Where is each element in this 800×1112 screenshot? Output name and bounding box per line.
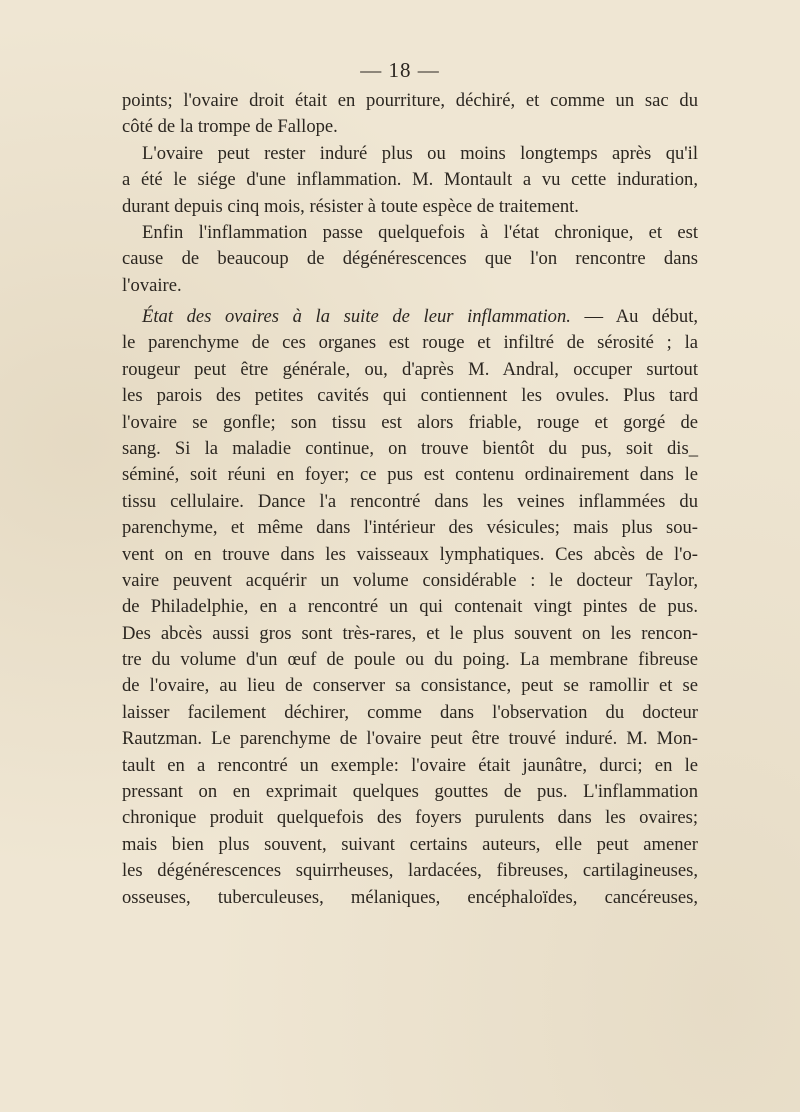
paragraph-group-ovary-induration (122, 88, 698, 299)
text-line: pressant on en exprimait quelques gouttes de pus. L'inflammation (122, 781, 698, 803)
text-line: laisser facilement déchirer, comme dans l'observation du docteur (122, 701, 698, 723)
text-line: points; l'ovaire droit était en pourriture, déchiré, et comme un sac du (122, 90, 698, 111)
text-line: a été le siége d'une inflammation. M. Montault a vu cette induration, (122, 169, 698, 191)
text-line: les parois des petites cavités qui contiennent les ovules. Plus tard (122, 385, 698, 407)
text-line: séminé, soit réuni en foyer; ce pus est contenu ordinairement dans le (122, 464, 698, 486)
text-line: mais bien plus souvent, suivant certains auteurs, elle peut amener (122, 833, 698, 855)
text-line: parenchyme, et même dans l'intérieur des vésicules; mais plus sou- (122, 517, 698, 539)
text-line: Rautzman. Le parenchyme de l'ovaire peut être trouvé induré. M. Mon- (122, 728, 698, 750)
text-line: L'ovaire peut rester induré plus ou moins longtemps après qu'il (142, 142, 698, 164)
text-line: sang. Si la maladie continue, on trouve bientôt du pus, soit dis_ (122, 437, 698, 459)
text-line: vent on en trouve dans les vaisseaux lymphatiques. Ces abcès de l'o- (122, 543, 698, 565)
paragraph-ovary-state (122, 304, 698, 911)
text-line: rougeur peut être générale, ou, d'après M. Andral, occuper surtout (122, 358, 698, 380)
text-line: osseuses, tuberculeuses, mélaniques, encéphaloïdes, cancéreuses, (122, 886, 698, 908)
section-heading: État des ovaires à la suite de leur inflammation. (142, 306, 571, 327)
text-line: chronique produit quelquefois des foyers purulents dans les ovaires; (122, 807, 698, 829)
text-line: Enfin l'inflammation passe quelquefois à l'état chronique, et est (142, 221, 698, 243)
text-line: le parenchyme de ces organes est rouge et infiltré de sérosité ; la (122, 332, 698, 354)
text-line: tre du volume d'un œuf de poule ou du poing. La membrane fibreuse (122, 649, 698, 671)
page-number: — 18 — (360, 58, 440, 82)
text-line: tault en a rencontré un exemple: l'ovaire était jaunâtre, durci; en le (122, 754, 698, 776)
text-line: l'ovaire se gonfle; son tissu est alors friable, rouge et gorgé de (122, 411, 698, 433)
text-line: durant depuis cinq mois, résister à toute espèce de traitement. (122, 195, 579, 217)
text-line: de Philadelphie, en a rencontré un qui contenait vingt pintes de pus. (122, 596, 698, 618)
text-line: Des abcès aussi gros sont très-rares, et le plus souvent on les rencon- (122, 622, 698, 644)
text-line: l'ovaire. (122, 274, 182, 296)
text-line: les dégénérescences squirrheuses, lardacées, fibreuses, cartilagineuses, (122, 860, 698, 882)
text-line: côté de la trompe de Fallope. (122, 116, 338, 138)
section-heading-line (122, 304, 698, 330)
section-heading-continuation: — Au début, (570, 306, 699, 327)
text-line: cause de beaucoup de dégénérescences que l'on rencontre dans (122, 248, 698, 270)
text-line: vaire peuvent acquérir un volume considérable : le docteur Taylor, (122, 569, 698, 591)
text-line: de l'ovaire, au lieu de conserver sa consistance, peut se ramollir et se (122, 675, 698, 697)
text-line: tissu cellulaire. Dance l'a rencontré dans les veines inflammées du (122, 490, 698, 512)
